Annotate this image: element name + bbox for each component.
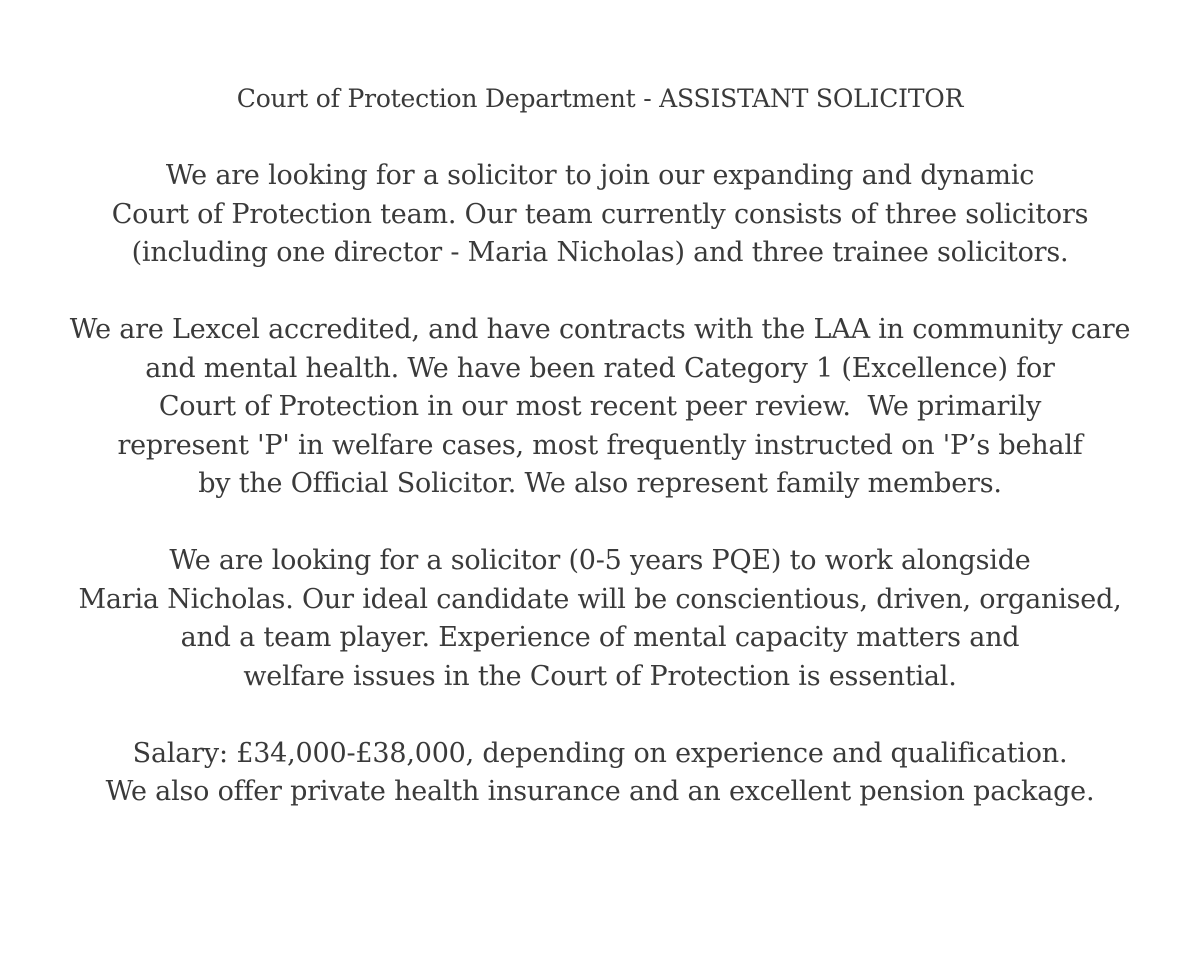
paragraph-line: Salary: £34,000-£38,000, depending on experience and qualification. <box>132 737 1068 769</box>
paragraph-spacer <box>0 273 1200 312</box>
paragraph-line: Court of Protection in our most recent peer review. We primarily <box>158 391 1042 422</box>
paragraph-line: welfare issues in the Court of Protection is essential. <box>243 660 957 692</box>
paragraph-line: (including one director - Maria Nicholas) and three trainee solicitors. <box>131 237 1069 268</box>
paragraph-line: We are Lexcel accredited, and have contracts with the LAA in community care <box>69 314 1131 345</box>
paragraph-team-intro <box>0 157 1200 273</box>
paragraph-accreditation <box>0 311 1200 504</box>
paragraph-line: represent 'P' in welfare cases, most frequently instructed on 'P’s behalf <box>117 429 1083 461</box>
paragraph-line: and a team player. Experience of mental capacity matters and <box>180 622 1020 653</box>
job-title: Court of Protection Department - ASSISTANT SOLICITOR <box>236 84 964 113</box>
paragraph-candidate <box>0 542 1200 696</box>
paragraph-line: We are looking for a solicitor to join our expanding and dynamic <box>165 160 1035 191</box>
paragraph-line: by the Official Solicitor. We also represent family members. <box>198 468 1002 499</box>
job-advert-text <box>0 80 1200 812</box>
paragraph-line: We are looking for a solicitor (0-5 years PQE) to work alongside <box>169 545 1031 576</box>
paragraph-line: We also offer private health insurance and an excellent pension package. <box>105 776 1095 807</box>
paragraph-spacer <box>0 696 1200 735</box>
paragraph-line: Court of Protection team. Our team currently consists of three solicitors <box>111 198 1089 230</box>
paragraph-line: Maria Nicholas. Our ideal candidate will be conscientious, driven, organised, <box>78 583 1122 615</box>
paragraph-spacer <box>0 119 1200 158</box>
paragraph-line: and mental health. We have been rated Category 1 (Excellence) for <box>145 352 1055 384</box>
paragraph-spacer <box>0 504 1200 543</box>
paragraph-salary <box>0 735 1200 812</box>
